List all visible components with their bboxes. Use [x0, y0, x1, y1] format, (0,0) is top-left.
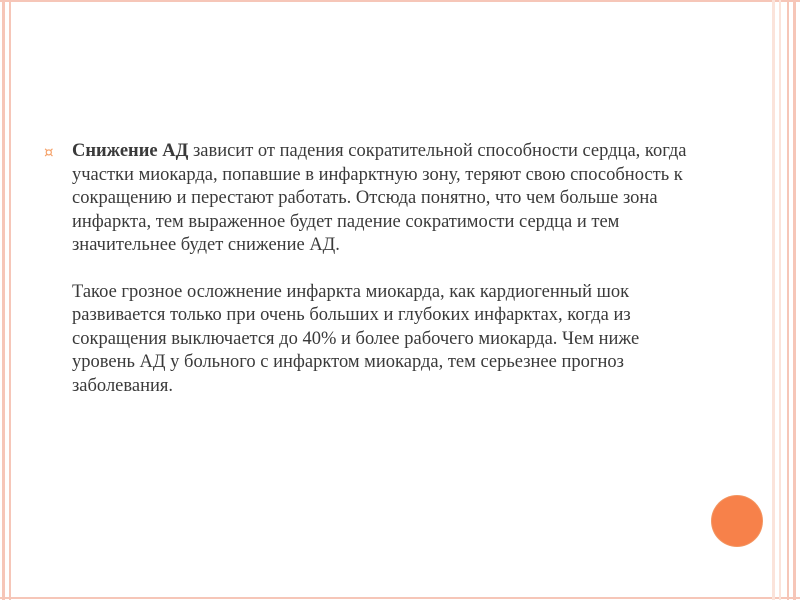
frame-bottom-line [0, 597, 800, 599]
frame-top-line [0, 0, 800, 2]
paragraph-2: Такое грозное осложнение инфаркта миокарда, как кардиогенный шок развивается только при очень больших и глубоких инфарктах, когда из сокращения выключается до 40% и более рабочего миокарда. Чем ниже уровень АД у больного с инфарктом миокарда, тем серьезнее прогноз заболевания. [72, 281, 640, 396]
frame-left-inner-line [9, 0, 11, 600]
frame-right-inner-line [787, 0, 789, 600]
paragraph-1-text: зависит от падения сократительной способности сердца, когда участки миокарда, попавшие в инфарктную зону, теряют свою способность к сокращению и перестают работать. Отсюда понятно, что чем больше зона инфаркта, тем выраженное будет падение сократимости сердца и тем значительнее будет снижение АД. [72, 141, 687, 255]
frame-right-band-2 [779, 0, 781, 600]
bullet-icon: ¤ [44, 143, 54, 161]
bullet-item [44, 140, 704, 398]
decorative-orange-circle [712, 496, 762, 546]
slide-body [44, 140, 704, 398]
frame-left-outer-line [2, 0, 5, 600]
paragraph-spacer [72, 258, 704, 281]
paragraph-1 [72, 140, 704, 258]
frame-right-outer-line [793, 0, 796, 600]
frame-right-band [772, 0, 775, 600]
paragraph-1-lead: Снижение АД [72, 141, 189, 161]
